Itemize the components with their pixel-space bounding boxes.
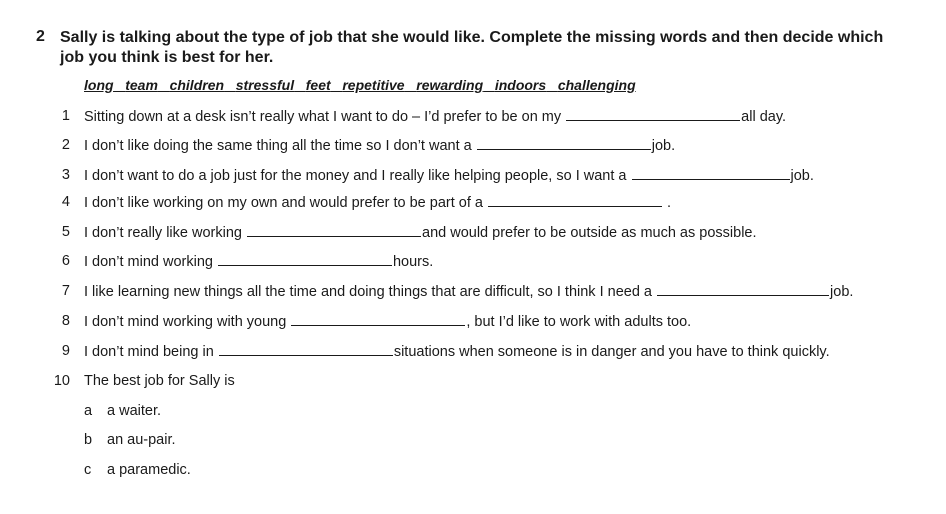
question-text (84, 311, 691, 332)
answer-blank[interactable] (477, 135, 651, 150)
answer-blank[interactable] (219, 341, 393, 356)
exercise-number: 2 (36, 28, 45, 45)
question-number: 1 (61, 108, 70, 124)
question-text-before: I don’t want to do a job just for the money and I really like helping people, so I want a (84, 168, 631, 184)
answer-blank[interactable] (657, 281, 829, 296)
question-text (84, 165, 814, 186)
question-text (84, 222, 757, 243)
option-letter: a (84, 403, 93, 419)
question-number: 5 (61, 224, 70, 240)
question-text (84, 135, 675, 156)
question-text: The best job for Sally is (84, 373, 235, 389)
word-bank-item: team (125, 77, 158, 93)
question-number: 9 (61, 343, 70, 359)
option-text: a paramedic. (107, 462, 191, 478)
question-text-after: . (663, 195, 672, 211)
question-number: 3 (61, 167, 70, 183)
word-bank-item: children (169, 77, 225, 93)
question-number: 6 (61, 253, 70, 269)
answer-blank[interactable] (566, 106, 740, 121)
question-text (84, 281, 853, 302)
question-text-before: I don’t mind being in (84, 344, 218, 360)
question-text-after: job. (790, 168, 814, 184)
question-text-after: , but I’d like to work with adults too. (466, 314, 692, 330)
question-text-before: I don’t like working on my own and would prefer to be part of a (84, 195, 487, 211)
question-text-after: hours. (392, 254, 434, 270)
question-number: 7 (61, 283, 70, 299)
word-bank-item: challenging (557, 77, 636, 93)
question-text-before: Sitting down at a desk isn’t really what I want to do – I’d prefer to be on my (84, 109, 566, 125)
word-bank (84, 77, 636, 93)
question-text-before: I don’t really like working (84, 225, 246, 241)
question-text-before: I like learning new things all the time and doing things that are difficult, so I think I need a (84, 284, 657, 300)
word-bank-item: feet (305, 77, 331, 93)
option-text: a waiter. (107, 403, 161, 419)
word-bank-item: indoors (494, 77, 547, 93)
answer-blank[interactable] (218, 251, 392, 266)
answer-blank[interactable] (291, 311, 465, 326)
answer-blank[interactable] (632, 165, 790, 180)
question-text-after: job. (651, 138, 676, 154)
question-number: 4 (61, 194, 70, 210)
question-number: 2 (61, 137, 70, 153)
option-text: an au-pair. (107, 432, 176, 448)
question-text-after: and would prefer to be outside as much as possible. (422, 225, 757, 241)
answer-blank[interactable] (488, 192, 662, 207)
word-bank-item: stressful (235, 77, 295, 93)
question-text-before: I don’t mind working (84, 254, 217, 270)
question-text-before: I don’t mind working with young (84, 314, 291, 330)
question-number: 10 (53, 373, 70, 389)
word-bank-item: long (84, 77, 114, 93)
question-text (84, 106, 786, 127)
option-letter: b (84, 432, 93, 448)
word-bank-item: repetitive (342, 77, 405, 93)
word-bank-item: rewarding (416, 77, 484, 93)
question-text-after: all day. (741, 109, 787, 125)
question-text (84, 251, 433, 272)
question-text-before: I don’t like doing the same thing all the time so I don’t want a (84, 138, 476, 154)
exercise-instruction: Sally is talking about the type of job that she would like. Complete the missing words and then decide which job you think is best for her. (60, 29, 884, 66)
question-text-after: job. (830, 284, 854, 300)
question-text-after: situations when someone is in danger and you have to think quickly. (393, 344, 830, 360)
answer-blank[interactable] (247, 222, 421, 237)
question-text (84, 192, 671, 213)
question-text (84, 341, 830, 362)
question-number: 8 (61, 313, 70, 329)
option-letter: c (84, 462, 92, 478)
